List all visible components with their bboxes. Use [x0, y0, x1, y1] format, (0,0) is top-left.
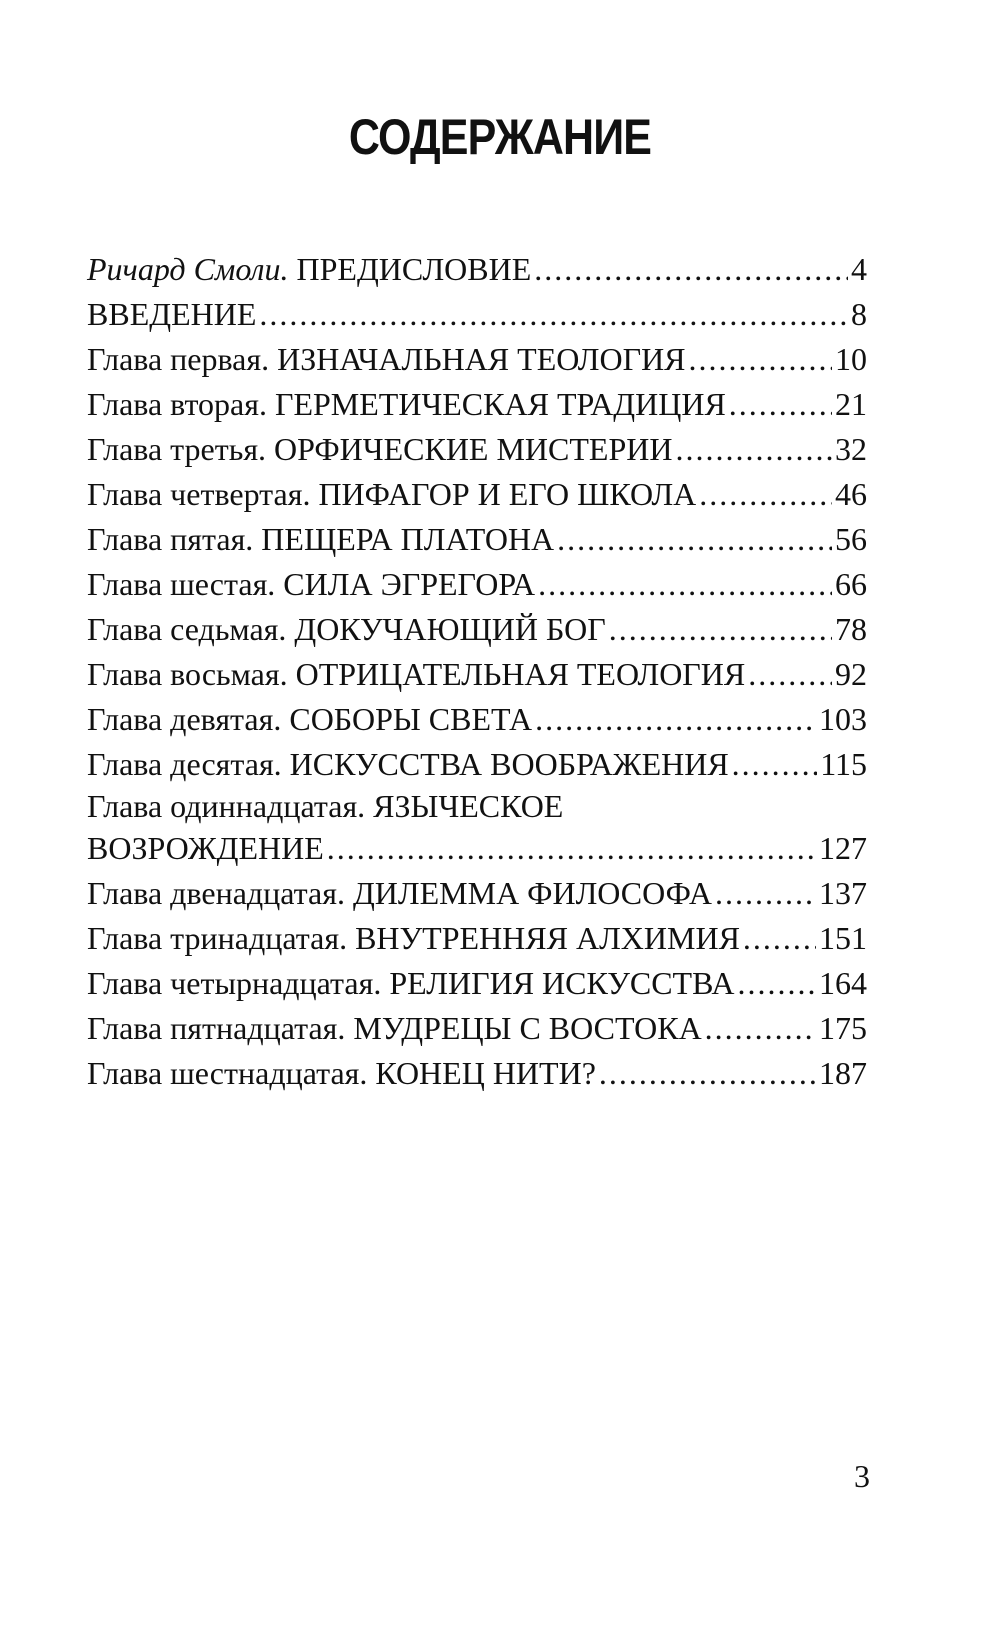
toc-entry-page: 56 — [835, 521, 867, 557]
dot-leader — [748, 652, 832, 697]
toc-entry[interactable] — [87, 292, 867, 337]
toc-entry-preface[interactable] — [87, 247, 867, 292]
toc-entry-page: 151 — [819, 920, 867, 956]
toc-entry-title-text: ПРЕДИСЛОВИЕ — [288, 251, 532, 287]
toc-entry-page: 127 — [819, 830, 867, 866]
toc-entry[interactable] — [87, 871, 867, 916]
toc-entry-chapter-eleven[interactable] — [87, 787, 867, 871]
toc-entry-title: Глава пятая. ПЕЩЕРА ПЛАТОНА — [87, 521, 555, 557]
toc-entry[interactable] — [87, 472, 867, 517]
toc-entry-title: ВВЕДЕНИЕ — [87, 296, 257, 332]
toc-entry-page: 187 — [819, 1055, 867, 1091]
toc-entry-page: 66 — [835, 566, 867, 602]
toc-entry-page: 10 — [835, 341, 867, 377]
toc-entry-title-line1: Глава одиннадцатая. ЯЗЫЧЕСКОЕ — [87, 788, 564, 824]
page-number: 3 — [854, 1458, 870, 1494]
dot-leader — [259, 292, 848, 337]
toc-entry-title: Глава восьмая. ОТРИЦАТЕЛЬНАЯ ТЕОЛОГИЯ — [87, 656, 746, 692]
dot-leader — [538, 562, 832, 607]
toc-entry[interactable] — [87, 742, 867, 787]
toc-entry-title: Глава шестнадцатая. КОНЕЦ НИТИ? — [87, 1055, 596, 1091]
dot-leader — [535, 697, 816, 742]
toc-entry-page: 115 — [820, 746, 867, 782]
toc-entry-page: 92 — [835, 656, 867, 692]
dot-leader — [675, 427, 832, 472]
toc-entry[interactable] — [87, 697, 867, 742]
toc-entry[interactable] — [87, 1051, 867, 1096]
toc-entry-page: 8 — [851, 296, 867, 332]
dot-leader — [699, 472, 832, 517]
toc-entry-title: Глава тринадцатая. ВНУТРЕННЯЯ АЛХИМИЯ — [87, 920, 740, 956]
dot-leader — [738, 961, 816, 1006]
dot-leader — [715, 871, 816, 916]
toc-entry-title: Глава шестая. СИЛА ЭГРЕГОРА — [87, 566, 536, 602]
toc-entry[interactable] — [87, 652, 867, 697]
dot-leader — [327, 826, 816, 871]
toc-entry[interactable] — [87, 961, 867, 1006]
page-title: СОДЕРЖАНИЕ — [348, 109, 652, 165]
dot-leader — [609, 607, 832, 652]
toc-entry-title: Глава первая. ИЗНАЧАЛЬНАЯ ТЕОЛОГИЯ — [87, 341, 686, 377]
toc-entry-page: 137 — [819, 875, 867, 911]
toc-entry[interactable] — [87, 382, 867, 427]
toc-entry[interactable] — [87, 1006, 867, 1051]
toc-entry-page: 175 — [819, 1010, 867, 1046]
toc-entry[interactable] — [87, 607, 867, 652]
dot-leader — [743, 916, 816, 961]
toc-entry-page: 32 — [835, 431, 867, 467]
dot-leader — [534, 247, 848, 292]
dot-leader — [599, 1051, 816, 1096]
toc-entry[interactable] — [87, 337, 867, 382]
toc-entry-title: Глава десятая. ИСКУССТВА ВООБРАЖЕНИЯ — [87, 746, 729, 782]
toc-entry-author: Ричард Смоли. — [87, 251, 289, 287]
toc-entry-title: Глава двенадцатая. ДИЛЕММА ФИЛОСОФА — [87, 875, 712, 911]
toc-entry-title-line2: ВОЗРОЖДЕНИЕ — [87, 830, 324, 866]
toc-entry-title: Глава седьмая. ДОКУЧАЮЩИЙ БОГ — [87, 611, 606, 647]
toc-entry-title: Глава пятнадцатая. МУДРЕЦЫ С ВОСТОКА — [87, 1010, 702, 1046]
toc-entry-page: 4 — [851, 251, 867, 287]
table-of-contents — [87, 247, 867, 1096]
toc-entry-title: Глава четырнадцатая. РЕЛИГИЯ ИСКУССТВА — [87, 965, 735, 1001]
toc-entry-page: 46 — [835, 476, 867, 512]
toc-entry-page: 78 — [835, 611, 867, 647]
toc-entry-page: 103 — [819, 701, 867, 737]
toc-entry-title: Глава девятая. СОБОРЫ СВЕТА — [87, 701, 533, 737]
dot-leader — [729, 382, 832, 427]
toc-entry[interactable] — [87, 562, 867, 607]
dot-leader — [557, 517, 832, 562]
toc-entry[interactable] — [87, 427, 867, 472]
toc-entry-title: Глава третья. ОРФИЧЕСКИЕ МИСТЕРИИ — [87, 431, 673, 467]
toc-entry-page: 164 — [819, 965, 867, 1001]
toc-entry-title: Глава вторая. ГЕРМЕТИЧЕСКАЯ ТРАДИЦИЯ — [87, 386, 726, 422]
toc-entry-page: 21 — [835, 386, 867, 422]
toc-entry[interactable] — [87, 517, 867, 562]
toc-entry[interactable] — [87, 916, 867, 961]
dot-leader — [732, 742, 818, 787]
toc-entry-title — [87, 247, 531, 292]
toc-entry-title: Глава четвертая. ПИФАГОР И ЕГО ШКОЛА — [87, 476, 697, 512]
dot-leader — [705, 1006, 816, 1051]
dot-leader — [689, 337, 832, 382]
